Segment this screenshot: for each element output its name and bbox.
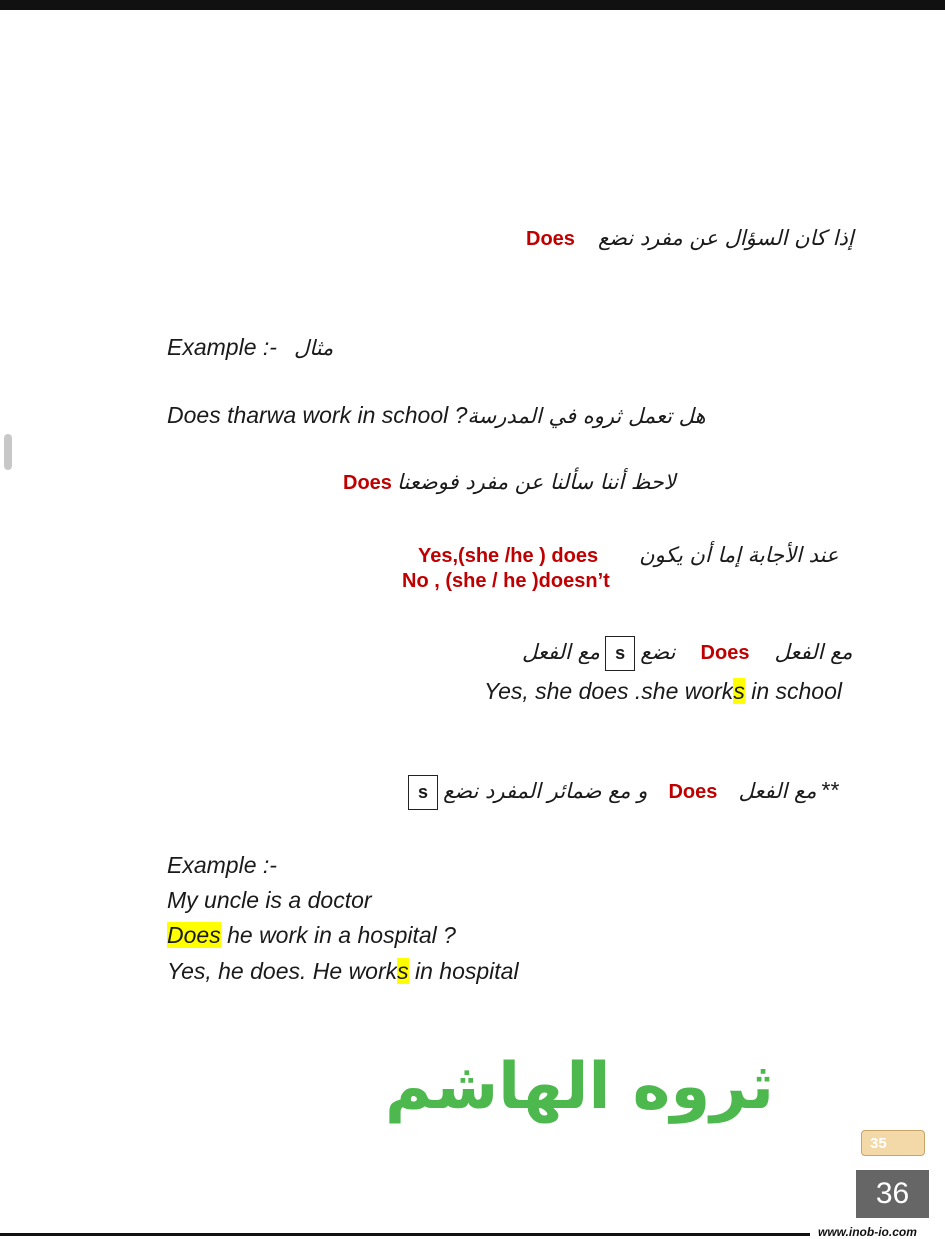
example-label [167,334,333,361]
does-keyword: Does [700,642,750,664]
rule-s-with-verb [522,636,853,671]
highlight-does: Does [167,922,221,948]
scroll-indicator[interactable] [4,434,12,470]
website-link[interactable]: www.inob-io.com [818,1225,917,1239]
rule-text-arabic: إذا كان السؤال عن مفرد نضع [598,226,854,250]
does-keyword: Does [668,781,718,803]
rule-singular-pronouns [408,775,839,810]
note-singular [343,470,676,495]
author-watermark: ثروه الهاشم [385,1050,775,1124]
rule3-arabic-mid: و مع ضمائر المفرد نضع [443,779,648,803]
answer-no: No , (she / he )doesn’t [402,570,610,592]
does-keyword: Does [526,228,575,250]
rule3-arabic-start: مع الفعل [738,779,817,803]
rule2-arabic-end: مع الفعل [522,640,600,664]
bottom-border [0,1233,810,1236]
example2-label: Example :- [167,852,277,878]
note-text-arabic: لاحظ أننا سألنا عن مفرد فوضعنا [397,470,676,494]
rule2-arabic-mid: نضع [640,640,676,664]
example2-line3-part1: Yes, he does. He work [167,958,398,984]
s-box: s [605,636,635,671]
answer-example-line [484,678,842,705]
example-label-english: Example :- [167,334,277,360]
answer-yes: Yes,(she /he ) does [418,545,599,567]
s-box: s [408,775,438,810]
rule2-arabic-start: مع الفعل [774,640,853,664]
answer-no-line [402,570,610,593]
answer-part1: Yes, she does .she work [484,678,734,704]
example2-line1: My uncle is a doctor [167,887,372,913]
answer-part2: in school [744,678,842,704]
question-english: Does tharwa work in school ? [167,402,468,428]
page-tab-small: 35 [861,1130,925,1156]
highlight-s: s [397,958,409,984]
example2-line2-rest: he work in a hospital ? [220,922,456,948]
example-question [167,402,706,429]
answer-intro-arabic: عند الأجابة إما أن يكون [639,543,839,567]
question-arabic: هل تعمل ثروه في المدرسة [467,404,706,428]
example2-line3-part2: in hospital [408,958,519,984]
top-border [0,0,945,10]
example-label-arabic: مثال [294,336,334,360]
does-keyword: Does [343,472,392,494]
example2-line2 [167,922,456,949]
answer-yes-line [418,543,839,568]
highlight-s: s [733,678,745,704]
page-number: 36 [856,1170,929,1218]
rule-does-singular [526,226,854,251]
rule3-prefix: ** [821,777,840,803]
example2-line3 [167,958,519,985]
